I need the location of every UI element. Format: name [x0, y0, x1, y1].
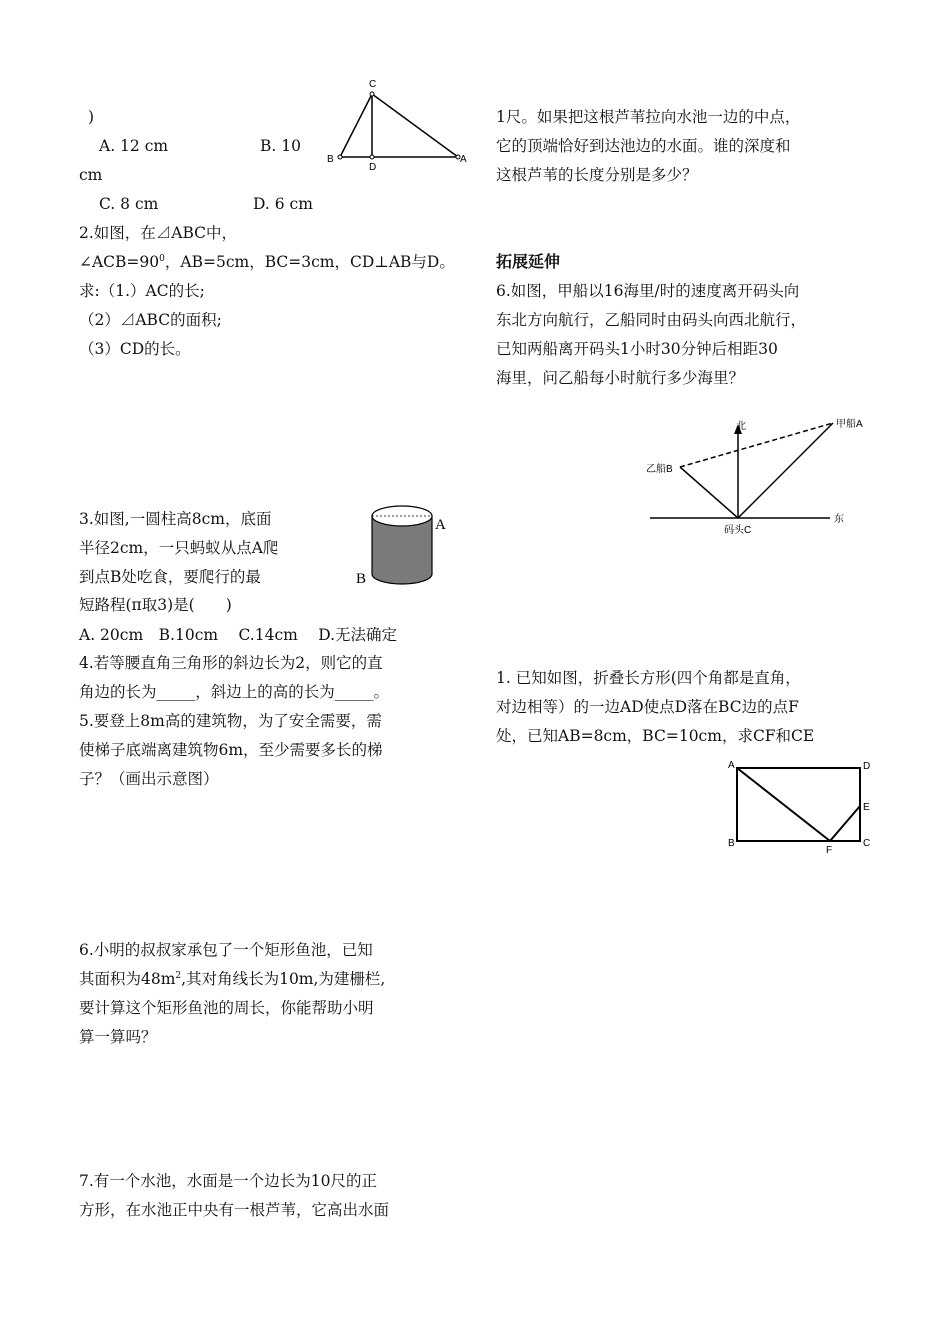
triangle-figure [325, 76, 470, 176]
q7-cont-line2: 它的顶端恰好到达池边的水面。谁的深度和 [496, 137, 791, 155]
q1-option-b-unit: cm [79, 166, 103, 184]
q5-line2: 使梯子底端离建筑物6m，至少需要多长的梯 [79, 741, 383, 759]
q9-line2: 对边相等）的一边AD使点D落在BC边的点F [496, 698, 799, 716]
ships-label-dock: 码头C [724, 525, 752, 536]
cylinder-figure [352, 500, 462, 595]
ships-figure [640, 410, 880, 540]
q6-line2: 其面积为$48m^2$,其对角线长为10m,为建栅栏, [79, 970, 386, 988]
ships-label-east: 东 [834, 514, 844, 525]
q7-line2: 方形，在水池正中央有一根芦苇，它高出水面 [79, 1201, 390, 1219]
ships-label-north: 北 [736, 421, 746, 432]
rect-label-a: A [728, 760, 735, 771]
q2-line3: 求:（1.）AC的长; [79, 282, 205, 300]
q5-line3: 子？（画出示意图） [79, 770, 219, 788]
q2-line1: 2.如图，在⊿ABC中， [79, 224, 238, 242]
ships-label-b: 乙船B [646, 464, 673, 475]
q3-line4: 短路程(π取3)是( ) [79, 596, 232, 614]
q4-line1: 4.若等腰直角三角形的斜边长为2，则它的直 [79, 654, 383, 672]
q1-tail: ) [88, 108, 95, 126]
q1-option-b: B. 10 [260, 137, 301, 155]
rect-label-f: F [826, 845, 833, 856]
q8-line3: 已知两船离开码头1小时30分钟后相距30 [496, 340, 778, 358]
triangle-label-c: C [369, 79, 377, 90]
section-title: 拓展延伸 [496, 252, 561, 271]
q6-line3: 要计算这个矩形鱼池的周长，你能帮助小明 [79, 999, 374, 1017]
triangle-label-a: A [460, 154, 467, 165]
q1-option-c: C. 8 cm [99, 195, 159, 213]
q6-line4: 算一算吗？ [79, 1028, 157, 1046]
ships-label-a: 甲船A [836, 419, 863, 430]
q7-line1: 7.有一个水池，水面是一个边长为10尺的正 [79, 1172, 378, 1190]
q3-line3: 到点B处吃食，要爬行的最 [79, 568, 261, 586]
cylinder-label-a: A [435, 517, 446, 533]
triangle-label-d: D [369, 162, 377, 173]
triangle-label-b: B [327, 154, 334, 165]
rect-label-c: C [863, 838, 871, 849]
q6-line1: 6.小明的叔叔家承包了一个矩形鱼池，已知 [79, 941, 373, 959]
rect-label-e: E [863, 802, 870, 813]
rect-label-b: B [728, 838, 735, 849]
q2-line4: （2）⊿ABC的面积; [79, 311, 222, 329]
q7-cont-line3: 这根芦苇的长度分别是多少？ [496, 166, 698, 184]
q2-line2: $\angle ACB=90^0$，AB=5cm，BC=3cm，CD⊥AB与D。 [79, 253, 455, 271]
q9-line3: 处，已知AB=8cm，BC=10cm，求CF和CE [496, 727, 815, 745]
q3-options: A. 20cm B.10cm C.14cm D.无法确定 [79, 626, 398, 644]
q7-cont-line1: 1尺。如果把这根芦苇拉向水池一边的中点， [496, 108, 801, 126]
cylinder-label-b: B [356, 571, 367, 587]
q2-line5: （3）CD的长。 [79, 340, 191, 358]
q3-line1: 3.如图,一圆柱高8cm，底面 [79, 510, 272, 528]
rect-label-d: D [863, 761, 871, 772]
q8-line4: 海里，问乙船每小时航行多少海里？ [496, 369, 745, 387]
q9-line1: 1. 已知如图，折叠长方形(四个角都是直角， [496, 669, 801, 687]
q1-option-a: A. 12 cm [99, 137, 169, 155]
q4-line2: 角边的长为_____，斜边上的高的长为_____。 [79, 683, 390, 701]
rectangle-figure [722, 756, 882, 856]
q3-line2: 半径2cm，一只蚂蚁从点A爬 [79, 539, 279, 557]
q8-line2: 东北方向航行，乙船同时由码头向西北航行， [496, 311, 807, 329]
q5-line1: 5.要登上8m高的建筑物，为了安全需要，需 [79, 712, 382, 730]
q8-line1: 6.如图，甲船以16海里/时的速度离开码头向 [496, 282, 800, 300]
q1-option-d: D. 6 cm [253, 195, 313, 213]
